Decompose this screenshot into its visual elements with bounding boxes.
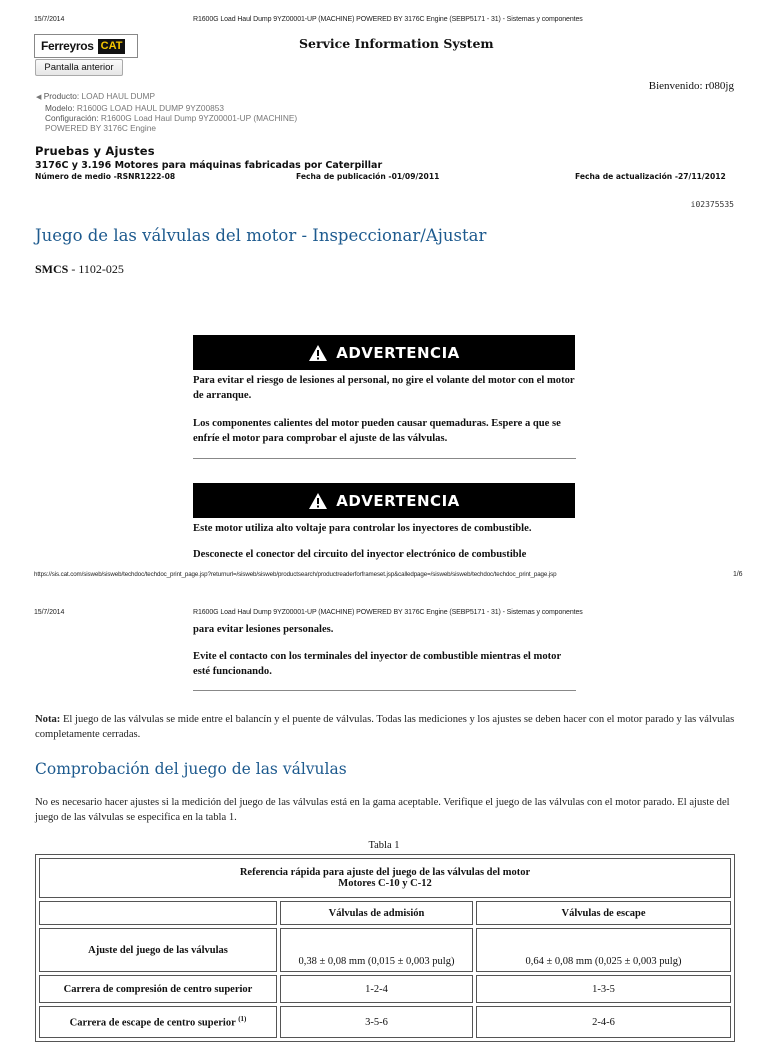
table-title-1: Referencia rápida para ajuste del juego de las válvulas del motor [239,867,531,878]
table-header-row [39,901,731,925]
warning2-text-2a: Desconecte el conector del circuito del inyector electrónico de combustible [193,549,527,560]
note-text: El juego de las válvulas se mide entre el balancín y el puente de válvulas. Todas las mediciones y los ajustes se deben hacer con el motor parado y las válvulas completamente cerradas. [35,714,735,740]
warning1-divider [193,458,576,459]
table-row [39,975,731,1003]
header-exhaust: Válvulas de escape [476,901,731,925]
configuration-value: R1600G Load Haul Dump 9YZ00001-UP (MACHINE) [100,113,298,123]
warning-banner-2 [193,483,575,518]
row-label [39,1006,277,1038]
table-title-row [39,858,731,898]
warning-label-2: ADVERTENCIA [336,491,460,510]
table-row [39,928,731,972]
configuration-row [36,113,297,123]
row-intake: 1-2-4 [280,975,473,1003]
product-info [36,91,297,133]
table-caption: Tabla 1 [368,840,400,851]
page-title: Juego de las válvulas del motor - Inspeccionar/Ajustar [35,226,487,245]
sis-title: Service Information System [299,36,494,51]
product-label: Producto: [43,91,80,101]
table-row [39,1006,731,1038]
product-row [36,91,297,103]
print-title: R1600G Load Haul Dump 9YZ00001-UP (MACHINE) POWERED BY 3176C Engine (SEBP5171 - 31) - Sistemas y componentes [193,16,583,23]
table-title-cell [39,858,731,898]
page-number: 1/6 [733,571,743,578]
warning-banner-1 [193,335,575,370]
section-paragraph: No es necesario hacer ajustes si la medición del juego de las válvulas está en la gama aceptable. Verifique el juego de las válvulas con el motor parado. El ajuste del juego de las válvulas se especifica en la tabla 1. [35,797,730,823]
cat-logo-text: CAT [98,39,126,54]
document-subtitle: 3176C y 3.196 Motores para máquinas fabricadas por Caterpillar [35,160,383,171]
table-title-2: Motores C-10 y C-12 [338,878,432,889]
table-header-empty [39,901,277,925]
print-date-p2: 15/7/2014 [34,609,65,616]
previous-screen-button[interactable]: Pantalla anterior [35,59,123,76]
product-value: LOAD HAUL DUMP [81,91,155,101]
row-exhaust: 1-3-5 [476,975,731,1003]
document-id: i02375535 [690,200,734,209]
print-date: 15/7/2014 [34,16,65,23]
smcs-value: - 1102-025 [68,262,124,276]
ferreyros-cat-logo[interactable] [34,34,138,58]
valve-lash-table [35,854,735,1042]
section-heading: Comprobación del juego de las válvulas [35,760,347,778]
warning2-text-3: Evite el contacto con los terminales del inyector de combustible mientras el motor esté funcionando. [193,651,561,677]
row-exhaust: 0,64 ± 0,08 mm (0,025 ± 0,003 pulg) [476,928,731,972]
row-intake: 0,38 ± 0,08 mm (0,015 ± 0,003 pulg) [280,928,473,972]
warning2-divider [193,690,576,691]
configuration-value-2: POWERED BY 3176C Engine [45,123,156,133]
row-label: Ajuste del juego de las válvulas [39,928,277,972]
collapse-arrow-icon[interactable]: ◀ [36,94,42,101]
configuration-label: Configuración: [45,113,99,123]
welcome-text: Bienvenido: r080jg [648,80,734,92]
row-label-text: Carrera de escape de centro superior [69,1017,236,1029]
row-label: Carrera de compresión de centro superior [39,975,277,1003]
model-row [36,103,297,113]
warning1-text-2: Los componentes calientes del motor pueden causar quemaduras. Espere a que se enfríe el motor para comprobar el ajuste de las válvulas. [193,418,561,444]
smcs-label: SMCS [35,262,69,276]
row-intake: 3-5-6 [280,1006,473,1038]
smcs-code [35,262,124,277]
warning-label-1: ADVERTENCIA [336,343,460,362]
configuration-row-2 [36,123,297,133]
model-label: Modelo: [45,103,75,113]
footnote-ref[interactable]: (1) [238,1015,247,1024]
update-date: Fecha de actualización -27/11/2012 [575,172,726,181]
print-url: https://sis.cat.com/sisweb/sisweb/techdoc/techdoc_print_page.jsp?returnurl=/sisweb/sisweb/productsearch/productreaderforframeset.jsp&calledpage=/sisweb/sisweb/techdoc/techdoc_print_page.jsp [34,571,557,578]
note-paragraph [35,712,735,742]
warning1-text-1: Para evitar el riesgo de lesiones al personal, no gire el volante del motor con el motor de arranque. [193,375,575,401]
publication-date: Fecha de publicación -01/09/2011 [296,172,440,181]
note-label: Nota: [35,714,61,725]
print-title-p2: R1600G Load Haul Dump 9YZ00001-UP (MACHINE) POWERED BY 3176C Engine (SEBP5171 - 31) - Sistemas y componentes [193,609,583,616]
section-title: Pruebas y Ajustes [35,144,155,158]
header-intake: Válvulas de admisión [280,901,473,925]
warning2-text-1: Este motor utiliza alto voltaje para controlar los inyectores de combustible. [193,523,532,534]
warning-triangle-icon [308,344,328,362]
model-value: R1600G LOAD HAUL DUMP 9YZ00853 [76,103,224,113]
media-number: Número de medio -RSNR1222-08 [35,172,176,181]
ferreyros-logo-text: Ferreyros [41,39,94,53]
row-exhaust: 2-4-6 [476,1006,731,1038]
warning2-text-2b: para evitar lesiones personales. [193,624,334,635]
warning-triangle-icon [308,492,328,510]
